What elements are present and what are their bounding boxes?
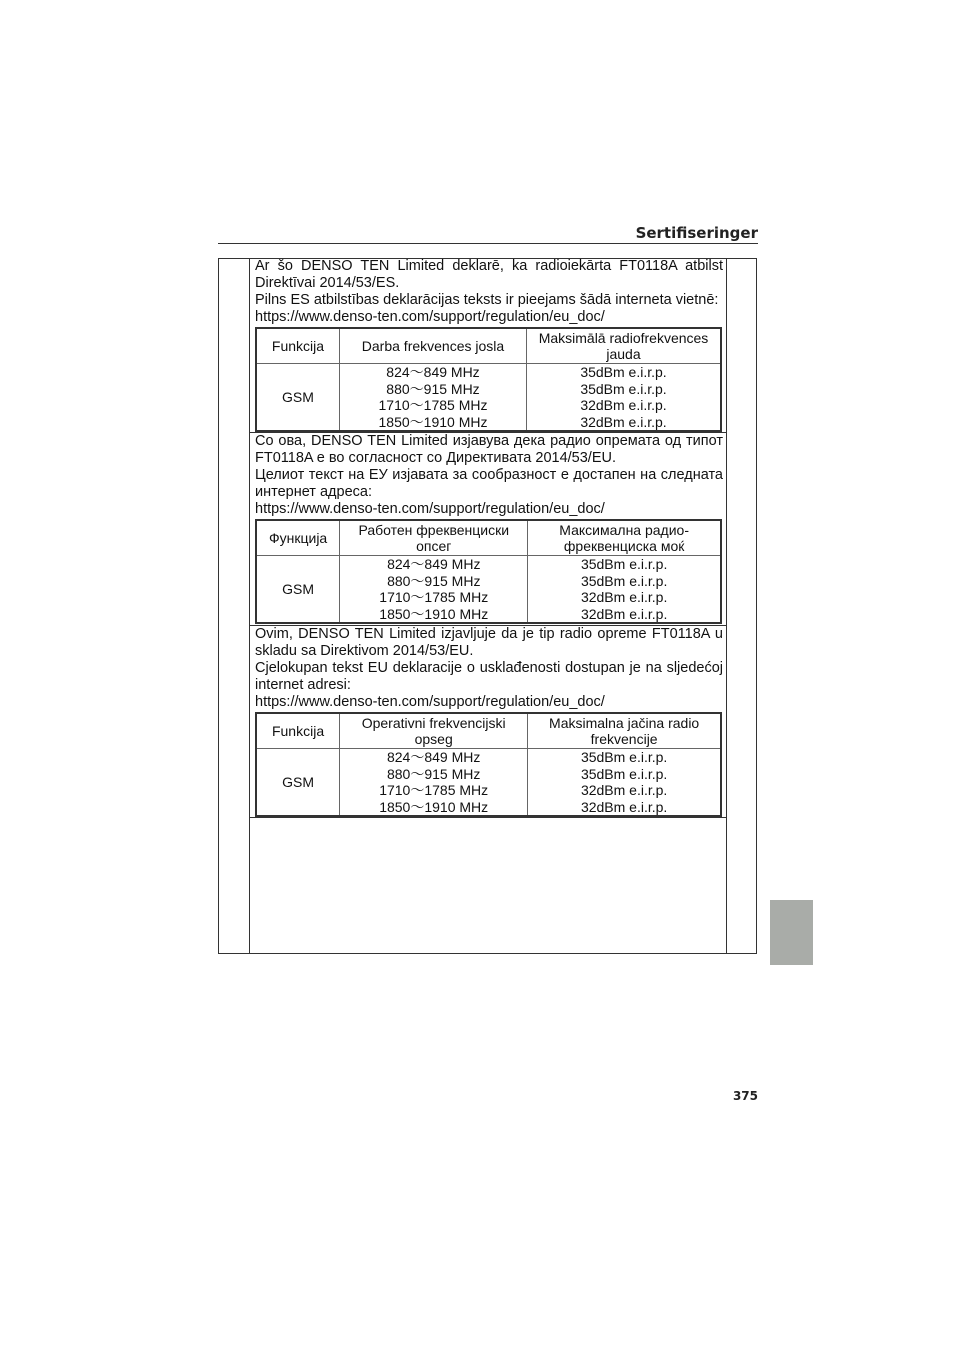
- cell-bands: [339, 364, 526, 432]
- declaration-url: https://www.denso-ten.com/support/regulation/eu_doc/: [255, 309, 605, 325]
- band-value: 824～849 MHz: [386, 364, 480, 380]
- declaration-macedonian: [250, 433, 726, 626]
- band-value: 1850～1910 MHz: [379, 798, 489, 815]
- header-band: Работен фреквенциски опсег: [340, 520, 528, 556]
- page-number: 375: [732, 1089, 758, 1103]
- cell-function: GSM: [256, 749, 340, 817]
- cell-powers: [527, 364, 721, 432]
- declaration-latvian: [250, 258, 726, 433]
- power-value: 32dBm e.i.r.p.: [580, 782, 668, 798]
- band-value: 880～915 MHz: [386, 380, 480, 397]
- cell-powers: [528, 749, 721, 817]
- band-value: 824～849 MHz: [386, 749, 481, 765]
- header-power: Maksimalna jačina radio frekvencije: [528, 713, 721, 749]
- power-value: 32dBm e.i.r.p.: [580, 397, 667, 413]
- frequency-table: [255, 712, 722, 817]
- declaration-line: Cjelokupan tekst EU deklaracije o usklađenosti dostupan je na sljedećoj: [255, 660, 723, 676]
- declaration-line: Ovim, DENSO TEN Limited izjavljuje da je tip radio opreme FT0118A u: [255, 626, 723, 642]
- power-value: 35dBm e.i.r.p.: [580, 572, 668, 589]
- band-value: 1710～1785 MHz: [378, 397, 488, 413]
- power-value: 35dBm e.i.r.p.: [580, 765, 668, 782]
- frequency-table: [255, 519, 722, 624]
- cell-function: GSM: [256, 364, 339, 432]
- band-value: 1710～1785 MHz: [379, 782, 489, 798]
- band-value: 824～849 MHz: [387, 556, 481, 572]
- power-value: 32dBm e.i.r.p.: [580, 413, 667, 430]
- header-band: Operativni frekvencijski opseg: [340, 713, 528, 749]
- declaration-line: Pilns ES atbilstības deklarācijas teksts ir pieejams šādā interneta vietnē:: [255, 292, 719, 308]
- power-value: 35dBm e.i.r.p.: [580, 364, 667, 380]
- declaration-url: https://www.denso-ten.com/support/regulation/eu_doc/: [255, 501, 605, 517]
- power-value: 35dBm e.i.r.p.: [580, 749, 668, 765]
- declaration-line: интернет адреса:: [255, 484, 372, 500]
- page-header-title: Sertifiseringer: [635, 224, 758, 242]
- power-value: 32dBm e.i.r.p.: [580, 798, 668, 815]
- declaration-line: Со ова, DENSO TEN Limited изјавува дека радио опремата од типот: [255, 433, 723, 449]
- cell-bands: [340, 749, 528, 817]
- header-function: Funkcija: [256, 713, 340, 749]
- header-function: Функција: [256, 520, 340, 556]
- declaration-line: internet adresi:: [255, 677, 351, 693]
- header-function: Funkcija: [256, 328, 339, 364]
- band-value: 1850～1910 MHz: [378, 413, 488, 430]
- power-value: 32dBm e.i.r.p.: [580, 589, 668, 605]
- frequency-table: [255, 327, 722, 432]
- declaration-url: https://www.denso-ten.com/support/regulation/eu_doc/: [255, 694, 605, 710]
- declaration-line: FT0118A е во согласност со Директивата 2014/53/EU.: [255, 450, 617, 466]
- band-value: 1710～1785 MHz: [379, 589, 489, 605]
- cell-bands: [340, 556, 528, 624]
- declaration-line: skladu sa Direktivom 2014/53/EU.: [255, 643, 474, 659]
- band-value: 1850～1910 MHz: [379, 605, 489, 622]
- chapter-side-tab: [770, 900, 813, 965]
- power-value: 35dBm e.i.r.p.: [580, 380, 667, 397]
- header-band: Darba frekvences josla: [339, 328, 526, 364]
- power-value: 35dBm e.i.r.p.: [580, 556, 668, 572]
- header-power: Максимална радио-фреквенциска моќ: [528, 520, 721, 556]
- band-value: 880～915 MHz: [386, 765, 481, 782]
- header-rule: [218, 243, 758, 244]
- cell-function: GSM: [256, 556, 340, 624]
- header-power: Maksimālā radiofrekvences jauda: [527, 328, 721, 364]
- declaration-line: Direktīvai 2014/53/ES.: [255, 275, 400, 291]
- cell-powers: [528, 556, 721, 624]
- declaration-line: Ar šo DENSO TEN Limited deklarē, ka radioiekārta FT0118A atbilst: [255, 258, 723, 274]
- declaration-bosnian: [250, 626, 726, 818]
- declaration-line: Целиот текст на ЕУ изјавата за сообразност е достапен на следната: [255, 467, 723, 483]
- power-value: 32dBm e.i.r.p.: [580, 605, 668, 622]
- band-value: 880～915 MHz: [387, 572, 481, 589]
